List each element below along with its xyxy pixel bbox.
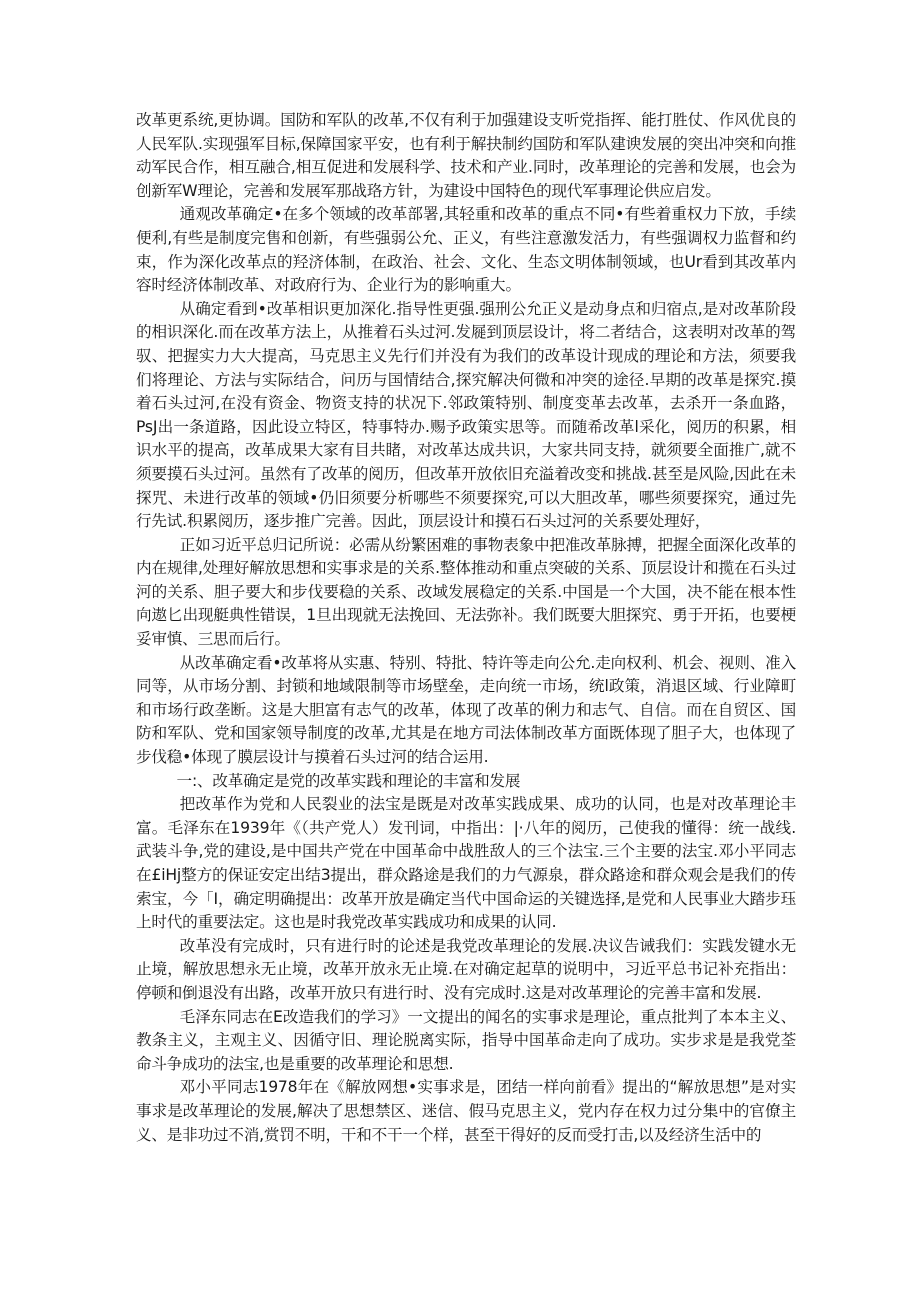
paragraph-5: 从改革确定看•改革将从实惠、特别、特批、特许等走向公允.走向权利、机会、视则、准入同等，从市场分割、封锁和地域限制等市场壁垒，走向统一市场，统l政策，消退区域、行业障町和市场行政垄断。这是大胆富有志气的改革，体现了改革的俐力和志气、自信。而在自贸区、国防和军队、党和国家领导制度的改革,尤其是在地方司法体制改革方面既体现了胆子大，也体现了步伐稳•体现了膜层设计与摸着石头过河的结合运用. <box>136 653 796 767</box>
paragraph-3: 从确定看到•改革相识更加深化.指导性更强.强刑公允正义是动身点和归宿点,是对改革阶段的相识深化.而在改革方法上，从推着石头过河.发屣到顶层设计，将二者结合，这表明对改革的驾驭、把握实力大大提高，马克思主义先行们并没有为我们的改革设计现成的理论和方法，须要我们将理论、方法与实际结合，问历与国情结合,探究解决何微和冲突的途径.早期的改革是探究.摸着石头过河,在没有资金、物资支持的状况下.邻政策特别、制度变革去改革，去杀开一条血路，PsJ出一条道路，因此设立特区，特事特办.赐予政策实思等。而随希改革l采化，阅历的积累，相识水平的提高，改革成果大家有目共睹，对改革达成共识，大家共同支持，就须要全面推广,就不须要摸石头过河。虽然有了改革的阅历，但改革开放依旧充溢着改变和挑战.甚至是风险,因此在未探咒、未进行改革的领域•仍旧须要分析哪些不须要探究,可以大胆改革，哪些须要探究，通过先行先试.积累阅历，逐步推广完善。因此，顶层设计和摸石石头过河的关系要处理好， <box>136 299 796 531</box>
paragraph-8: 毛泽东同志在E改造我们的学习》一文提出的闻名的实事求是理论，重点批判了本本主义、教条主义，主观主义、因循守旧、理论脱离实际，指导中国革命走向了成功。实步求是是我党荃命斗争成功的法宝,也是重要的改革理论和思想. <box>136 1007 796 1073</box>
paragraph-9: 邓小平同志1978年在《解放网想•实事求是，团结一样向前看》提出的“解放思想”是对实事求是改革理论的发展,解决了思想禁区、迷信、假马克思主义，党内存在权力过分集中的官僚主义、是非功过不消,赏罚不明，干和不干一个样，甚至干得好的反而受打击,以及经济生活中的 <box>136 1078 796 1144</box>
document-page <box>136 109 796 1147</box>
paragraph-7: 改革没有完成时，只有进行时的论述是我党改革理论的发展.决议告诫我们：实践发键水无止境，解放思想永无止境，改革开放永无止境.在对确定起草的说明中，习近平总书记补充指出：停顿和倒退没有出路，改革开放只有进行时、没有完成时.这是对改革理论的完善丰富和发展. <box>136 936 796 1002</box>
paragraph-2: 通观改革确定•在多个领域的改革部署,其轻重和改革的重点不同•有些着重权力下放，手续便利,有些是制度完售和创新，有些强弱公允、正义，有些注意激发活力，有些强调权力监督和约束，作为深化改革点的羟济体制，在政治、社会、文化、生态文明体制领域，也Ur看到其改革内容时经济体制改革、对政府行为、企业行为的影响重大。 <box>136 205 796 295</box>
paragraph-1: 改革更系统,更协调。国防和军队的改革,不仅有利于加强建设支听党指挥、能打胜仗、作风优良的人民军队.实现强军目标,保障国家平安，也有利于解抉制约国防和军队建谀发展的突出冲突和向推动军民合作，相互融合,相互促进和发展科学、技术和产业.同时，改革理论的完善和发展，也会为创新军W理论，完善和发展军那战珞方针，为建设中国特色的现代军事理论供应启发。 <box>136 111 796 200</box>
paragraph-6: 把改革作为党和人民裂业的法宝是既是对改革实践成果、成功的认同，也是对改革理论丰富。毛泽东在1939年《（共产党人）发刊词，中指出：|·八年的阅历，己使我的懂得：统一战线.武装斗争,党的建设,是中国共产党在中国革命中战胜敌人的三个法宝.三个主要的法宝.邓小平同志在£iHj整方的保证安定出结3提出，群众路途是我们的力气源泉，群众路途和群众观会是我们的传索宝，今「I，确定明确提出：改革开放是确定当代中国命运的关键选择,是党和人民事业大踏步珏上时代的重要法定。这也是时我党改革实践成功和成果的认同. <box>136 795 796 932</box>
paragraph-4: 正如习近平总归记所说：必需从纷繁困难的事物表象中把准改革脉搏，把握全面深化改革的内在规律,处理好解放思想和实事求是的关系.整体推动和重点突破的关系、顶层设计和揽在石头过河的关系、胆子要大和步伐要稳的关系、改域发展稳定的关系.中国是一个大国，决不能在根本性向遨匕出现艇典性错误，1旦出现就无法挽回、无法弥补。我们既要大胆探究、勇于开拓，也要梗妥审慎、三思而后行。 <box>136 535 796 649</box>
section-heading: 一:、改革确定是党的改革实践和理论的丰富和发展 <box>176 771 521 790</box>
